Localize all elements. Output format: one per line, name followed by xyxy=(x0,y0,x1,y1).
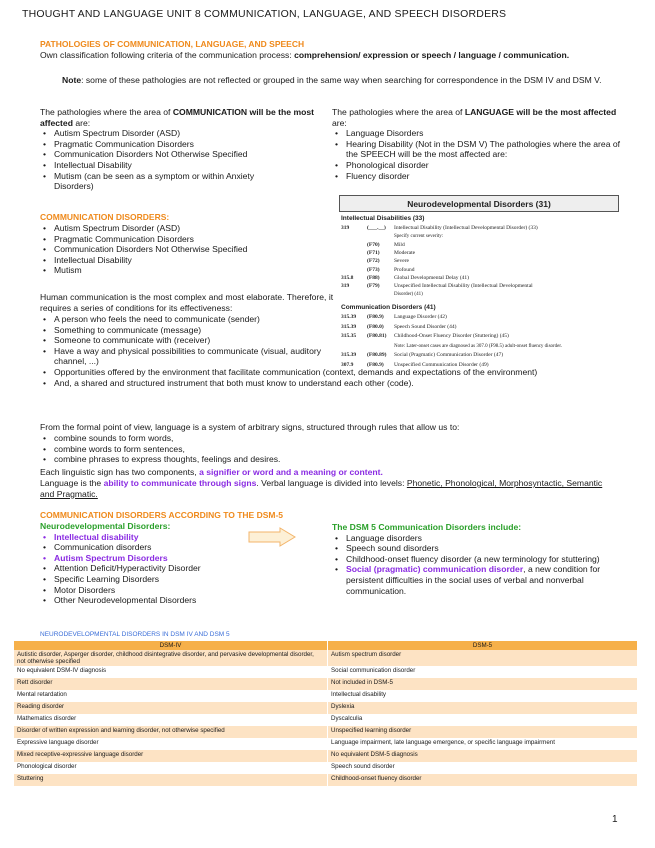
list-item: • Phonological disorder xyxy=(346,160,622,171)
disorder-name: Moderate xyxy=(394,249,416,256)
dsm5-code-row xyxy=(341,267,615,274)
list-item: • Autism Spectrum Disorder (ASD) xyxy=(54,128,325,139)
page-number: 1 xyxy=(612,814,618,825)
icd-code: (F72) xyxy=(367,258,380,265)
note-paragraph: Note: some of these pathologies are not reflected or grouped in the same way when searching for correspondence in the DSM IV and DSM V. xyxy=(62,75,602,85)
table-cell-dsm5: Not included in DSM-5 xyxy=(328,678,638,690)
dsm-code: 315.39 xyxy=(341,314,357,320)
dsm-code: 307.9 xyxy=(341,361,354,368)
linguistic-sign-paragraph: Each linguistic sign has two components, a signifier or word and a meaning or content. xyxy=(40,467,383,477)
table-cell-dsm5: Speech sound disorder xyxy=(328,762,638,774)
communication-area-lead: The pathologies where the area of COMMUNICATION will be the most affected are: xyxy=(40,107,314,128)
dsm5-code-row xyxy=(341,362,615,369)
table-header-dsm4: DSM-IV xyxy=(14,641,328,650)
table-row xyxy=(14,650,638,666)
list-item: • Intellectual Disability xyxy=(54,255,330,266)
communication-area-block xyxy=(40,107,325,192)
table-cell-dsm5: Autism spectrum disorder xyxy=(328,650,638,666)
icd-code: (F71) xyxy=(367,249,380,256)
table-row xyxy=(14,726,638,738)
list-item: • combine phrases to express thoughts, feelings and desires. xyxy=(54,454,620,465)
disorder-name: Unspecified Intellectual Disability (Intellectual Developmental xyxy=(394,283,533,290)
list-item: • Something to communicate (message) xyxy=(54,325,615,336)
table-cell-dsm4: Stuttering xyxy=(14,774,328,786)
list-item: • Fluency disorder xyxy=(346,171,622,182)
list-item: • Communication Disorders Not Otherwise Specified xyxy=(54,244,330,255)
list-item: • Language Disorders xyxy=(346,128,622,139)
disorder-name: Note: Later-onset cases are diagnosed as 307.0 (F98.5) adult-onset fluency disorder. xyxy=(394,343,563,349)
language-rules-list xyxy=(40,433,620,465)
table-cell-dsm4: Mathematics disorder xyxy=(14,714,328,726)
table-cell-dsm5: Dyslexia xyxy=(328,702,638,714)
dsm5-code-row xyxy=(341,275,615,282)
table-cell-dsm5: Language impairment, late language emergence, or specific language impairment xyxy=(328,738,638,750)
dsm5-code-row xyxy=(341,324,615,331)
table-cell-dsm5: Dyscalculia xyxy=(328,714,638,726)
dsm5-code-row xyxy=(341,343,615,351)
dsm5-code-row xyxy=(341,258,615,265)
classification-paragraph: Own classification following criteria of the communication process: comprehension/ expression or speech / language / communication. xyxy=(40,50,570,60)
icd-code: (F73) xyxy=(367,266,380,273)
list-item: • Autism Spectrum Disorders xyxy=(54,553,260,564)
table-cell-dsm4: Disorder of written expression and learning disorder, not otherwise specified xyxy=(14,726,328,738)
table-cell-dsm4: Autistic disorder, Asperger disorder, childhood disintegrative disorder, and pervasive developmental disorder, not otherwise specified xyxy=(14,650,328,666)
list-item: • Language disorders xyxy=(346,533,622,544)
table-cell-dsm5: Unspecified learning disorder xyxy=(328,726,638,738)
communication-disorders-list xyxy=(40,223,330,276)
table-cell-dsm4: Phonological disorder xyxy=(14,762,328,774)
icd-code: (F80.9) xyxy=(367,314,384,320)
dsm5-communication-heading: Communication Disorders (41) xyxy=(341,304,436,311)
dsm5-code-row xyxy=(341,352,615,359)
dsm5-code-row xyxy=(341,233,615,241)
table-cell-dsm4: Mixed receptive-expressive language disorder xyxy=(14,750,328,762)
list-item: • Intellectual Disability xyxy=(54,160,325,171)
icd-code: (F80.81) xyxy=(367,333,387,339)
dsm5-code-row xyxy=(341,225,615,232)
dsm-code: 315.39 xyxy=(341,352,357,358)
dsm5-code-row xyxy=(341,242,615,249)
dsm5-code-row xyxy=(341,333,615,340)
table-cell-dsm4: Expressive language disorder xyxy=(14,738,328,750)
icd-code: (F70) xyxy=(367,241,380,248)
disorder-name: Specify current severity: xyxy=(394,234,444,240)
icd-code: (___.__) xyxy=(367,225,386,231)
list-item: • Social (pragmatic) communication disorder, a new condition for persistent difficulties in the social uses of verbal and nonverbal communication. xyxy=(346,564,611,596)
list-item: • Someone to communicate with (receiver) xyxy=(54,335,615,346)
icd-code: (F80.0) xyxy=(367,323,384,330)
icd-code: (F88) xyxy=(367,274,380,281)
table-row xyxy=(14,690,638,702)
list-item: • Communication Disorders Not Otherwise Specified xyxy=(54,149,325,160)
disorder-name: Global Developmental Delay (41) xyxy=(394,274,469,281)
dsm5-code-row xyxy=(341,250,615,257)
table-row xyxy=(14,738,638,750)
list-item: • Communication disorders xyxy=(54,542,260,553)
disorder-name: Intellectual Disability (Intellectual Developmental Disorder) (33) xyxy=(394,225,538,231)
table-row xyxy=(14,678,638,690)
table-cell-dsm5: Intellectual disability xyxy=(328,690,638,702)
arrow-right-icon xyxy=(248,527,296,547)
table-cell-dsm5: No equivalent DSM-5 diagnosis xyxy=(328,750,638,762)
dsm-code: 319 xyxy=(341,283,350,290)
dsm5-excerpt-title: Neurodevelopmental Disorders (31) xyxy=(339,195,619,212)
disorder-name: Childhood-Onset Fluency Disorder (Stuttering) (45) xyxy=(394,333,509,339)
table-cell-dsm4: No equivalent DSM-IV diagnosis xyxy=(14,666,328,678)
page-header-title: THOUGHT AND LANGUAGE UNIT 8 COMMUNICATION, LANGUAGE, AND SPEECH DISORDERS xyxy=(22,8,507,20)
dsm5-code-row xyxy=(341,283,615,290)
list-item: • And, a shared and structured instrument that both must know to understand each other (code). xyxy=(54,378,615,389)
disorder-name: Speech Sound Disorder (44) xyxy=(394,323,457,330)
neurodevelopmental-block xyxy=(40,521,260,606)
dsm-comparison-table xyxy=(14,641,638,786)
list-item: • Childhood-onset fluency disorder (a new terminology for stuttering) xyxy=(346,554,611,565)
icd-code: (F80.9) xyxy=(367,361,384,368)
list-item: • Mutism (can be seen as a symptom or within Anxiety Disorders) xyxy=(54,171,289,192)
dsm5-communication-heading: The DSM 5 Communication Disorders include: xyxy=(332,522,522,532)
list-item: • Attention Deficit/Hyperactivity Disorder xyxy=(54,563,260,574)
disorder-name: Severe xyxy=(394,258,409,265)
section-heading-dsm5: COMMUNICATION DISORDERS ACCORDING TO THE DSM-5 xyxy=(40,510,284,520)
table-row xyxy=(14,774,638,786)
section-heading-communication-disorders: COMMUNICATION DISORDERS: xyxy=(40,212,170,222)
list-item: • combine sounds to form words, xyxy=(54,433,620,444)
list-item: • combine words to form sentences, xyxy=(54,444,620,455)
disorder-name: Social (Pragmatic) Communication Disorder (47) xyxy=(394,352,504,358)
list-item: • Autism Spectrum Disorder (ASD) xyxy=(54,223,330,234)
icd-code: (F79) xyxy=(367,283,380,290)
dsm-code: 315.8 xyxy=(341,274,354,281)
list-item: • Pragmatic Communication Disorders xyxy=(54,234,330,245)
language-area-block xyxy=(332,107,622,181)
table-cell-dsm5: Childhood-onset fluency disorder xyxy=(328,774,638,786)
dsm-code: 319 xyxy=(341,225,350,231)
dsm5-communication-block xyxy=(332,522,622,596)
disorder-name: Disorder) (41) xyxy=(394,292,423,298)
icd-code: (F80.89) xyxy=(367,352,387,358)
disorder-name: Mild xyxy=(394,241,405,248)
table-cell-dsm4: Reading disorder xyxy=(14,702,328,714)
list-item: • Other Neurodevelopmental Disorders xyxy=(54,595,260,606)
table-row xyxy=(14,714,638,726)
table-caption: NEURODEVELOPMENTAL DISORDERS IN DSM IV AND DSM 5 xyxy=(40,631,230,638)
table-row xyxy=(14,750,638,762)
list-item: • Opportunities offered by the environment that facilitate communication (context, demands and expectations of the environment) xyxy=(54,367,615,378)
list-item: • Mutism xyxy=(54,265,330,276)
disorder-name: Unspecified Communication Disorder (49) xyxy=(394,361,489,368)
table-body xyxy=(14,650,638,786)
table-row xyxy=(14,702,638,714)
neurodevelopmental-list xyxy=(40,532,260,606)
list-item: • Speech sound disorders xyxy=(346,543,622,554)
disorder-name: Language Disorder (42) xyxy=(394,314,447,320)
neurodevelopmental-heading: Neurodevelopmental Disorders: xyxy=(40,521,171,531)
table-cell-dsm5: Social communication disorder xyxy=(328,666,638,678)
dsm5-excerpt-box xyxy=(339,195,619,378)
dsm5-intellectual-heading: Intellectual Disabilities (33) xyxy=(341,215,425,222)
section-heading-pathologies: PATHOLOGIES OF COMMUNICATION, LANGUAGE, AND SPEECH xyxy=(40,39,305,49)
dsm-code: 315.39 xyxy=(341,323,357,330)
language-definition-paragraph: From the formal point of view, language is a system of arbitrary signs, structured through rules that allow us to: xyxy=(40,422,460,432)
list-item: • Have a way and physical possibilities to communicate (visual, auditory channel, ...) xyxy=(54,346,334,367)
list-item: • A person who feels the need to communicate (sender) xyxy=(54,314,615,325)
language-levels-paragraph: Language is the ability to communicate through signs. Verbal language is divided into levels: Phonetic, Phonological, Morphosyntactic, Semantic and Pragmatic. xyxy=(40,478,603,499)
table-row xyxy=(14,762,638,774)
list-item: • Hearing Disability (Not in the DSM V) The pathologies where the area of the SPEECH will be the most affected are: xyxy=(346,139,622,160)
language-area-lead: The pathologies where the area of LANGUAGE will be the most affected are: xyxy=(332,107,617,128)
dsm-code: 315.35 xyxy=(341,333,357,339)
list-item: • Pragmatic Communication Disorders xyxy=(54,139,325,150)
list-item: • Intellectual disability xyxy=(54,532,260,543)
table-cell-dsm4: Mental retardation xyxy=(14,690,328,702)
disorder-name: Profound xyxy=(394,266,415,273)
dsm5-code-row xyxy=(341,314,615,321)
table-header-dsm5: DSM-5 xyxy=(328,641,638,650)
list-item: • Motor Disorders xyxy=(54,585,260,596)
table-row xyxy=(14,666,638,678)
list-item: • Specific Learning Disorders xyxy=(54,574,260,585)
human-communication-paragraph: Human communication is the most complex and most elaborate. Therefore, it requires a series of conditions for its effectiveness: xyxy=(40,292,334,313)
dsm5-code-row xyxy=(341,291,615,299)
table-cell-dsm4: Rett disorder xyxy=(14,678,328,690)
